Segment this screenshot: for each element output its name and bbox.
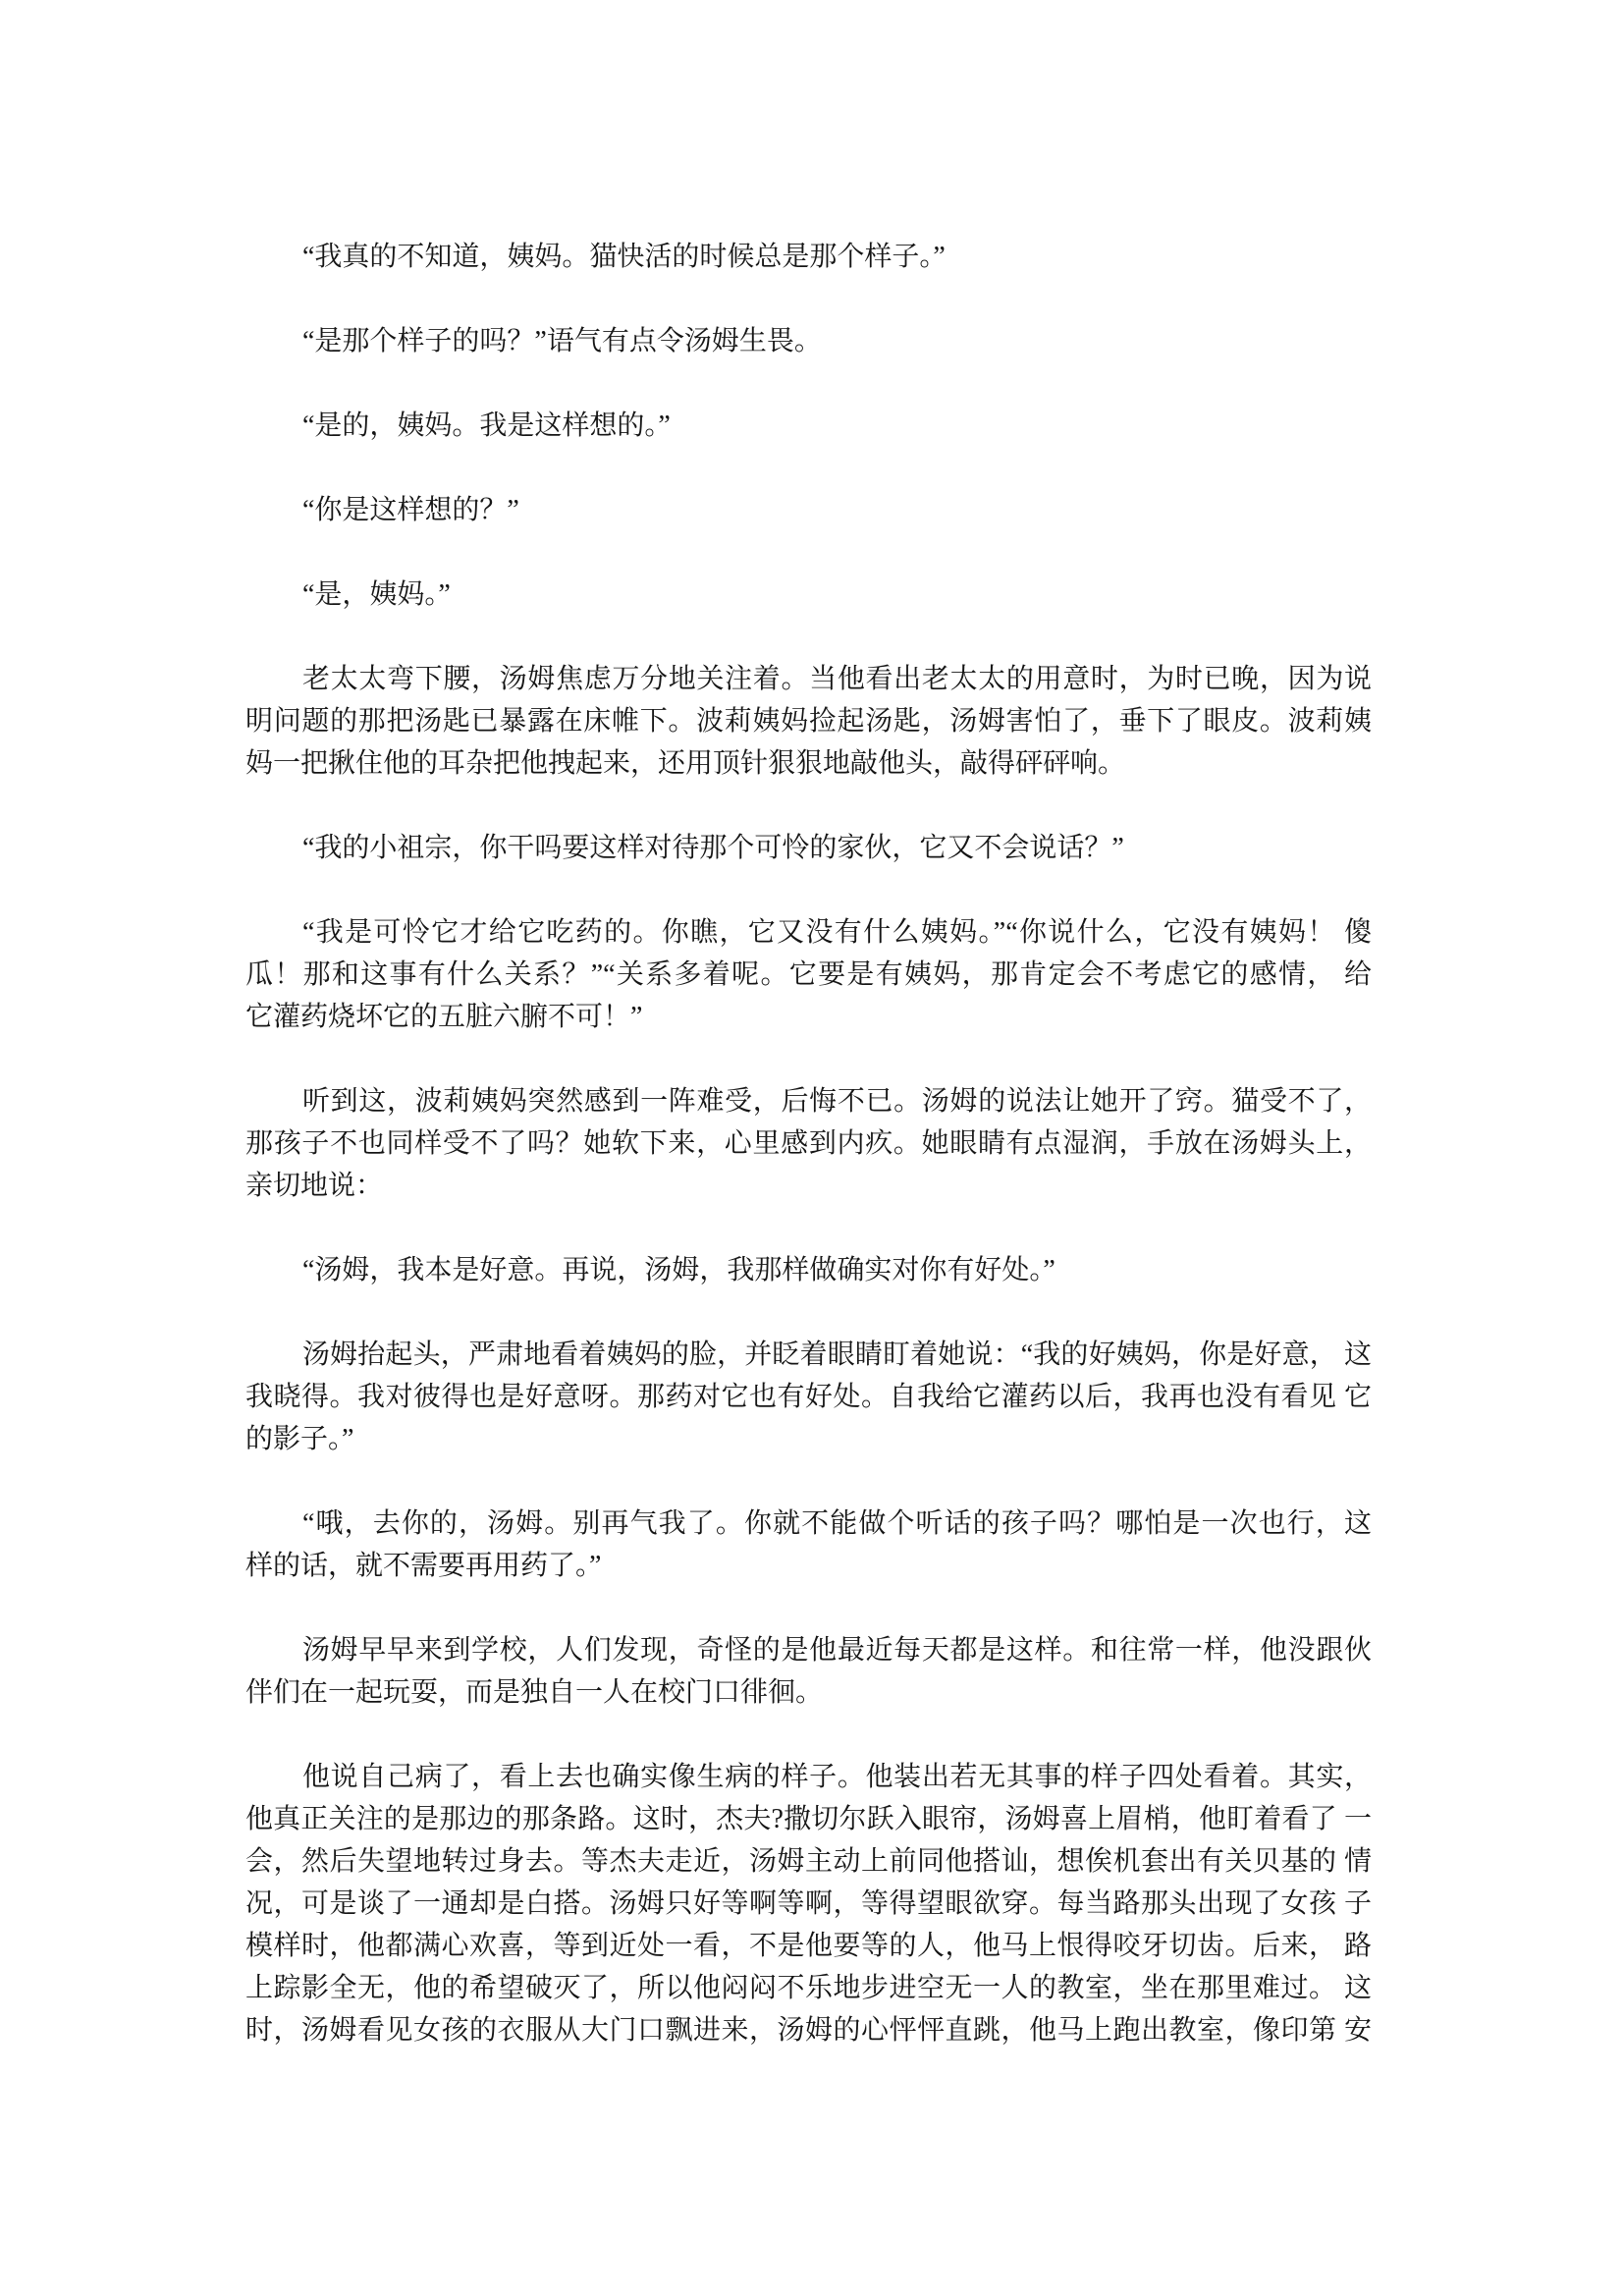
paragraph <box>245 658 1372 785</box>
text-line: “是，姨妈。” <box>302 579 451 610</box>
paragraph <box>245 1080 1372 1207</box>
text-line: 上踪影全无，他的希望破灭了，所以他闷闷不乐地步进空无一人的教室，坐在那里难过。 这 <box>245 1973 1372 2003</box>
paragraph <box>245 489 1372 531</box>
text-line: 况，可是谈了一通却是白搭。汤姆只好等啊等啊，等得望眼欲穿。每当路那头出现了女孩 子 <box>245 1888 1372 1919</box>
text-line: 老太太弯下腰，汤姆焦虑万分地关注着。当他看出老太太的用意时，为时已晚，因为说 <box>302 664 1372 694</box>
paragraph <box>245 1629 1372 1714</box>
text-line: 明问题的那把汤匙已暴露在床帷下。波莉姨妈捡起汤匙，汤姆害怕了，垂下了眼皮。波莉姨 <box>245 706 1372 737</box>
text-line: “是那个样子的吗？”语气有点令汤姆生畏。 <box>302 326 822 356</box>
text-line: 我晓得。我对彼得也是好意呀。那药对它也有好处。自我给它灌药以后，我再也没有看见 它 <box>245 1382 1372 1412</box>
paragraph <box>245 1503 1372 1587</box>
text-line: 样的话，就不需要再用药了。” <box>245 1551 602 1581</box>
text-line: 它灌药烧坏它的五脏六腑不可！” <box>245 1002 643 1032</box>
paragraph <box>245 1334 1372 1460</box>
text-line: 妈一把揪住他的耳杂把他拽起来，还用顶针狠狠地敲他头，敲得砰砰响。 <box>245 748 1126 779</box>
paragraph <box>245 236 1372 278</box>
text-line: 汤姆早早来到学校，人们发现，奇怪的是他最近每天都是这样。和往常一样，他没跟伙 <box>302 1635 1372 1666</box>
text-line: “是的，姨妈。我是这样想的。” <box>302 410 671 441</box>
text-line: 他真正关注的是那边的那条路。这时，杰夫?撒切尔跃入眼帘，汤姆喜上眉梢，他盯着看了 一 <box>245 1804 1372 1834</box>
text-line: 时，汤姆看见女孩的衣服从大门口飘进来，汤姆的心怦怦直跳，他马上跑出教室，像印第 安 <box>245 2015 1372 2046</box>
text-line: “你是这样想的？” <box>302 495 519 525</box>
text-line: 瓜！那和这事有什么关系？”“关系多着呢。它要是有姨妈，那肯定会不考虑它的感情， 给 <box>245 959 1372 990</box>
paragraph <box>245 911 1372 1038</box>
text-line: “我是可怜它才给它吃药的。你瞧，它又没有什么姨妈。”“你说什么，它没有姨妈！ 傻 <box>302 917 1372 948</box>
text-line: “哦，去你的，汤姆。别再气我了。你就不能做个听话的孩子吗？哪怕是一次也行，这 <box>302 1508 1372 1539</box>
text-line: 亲切地说： <box>245 1171 384 1201</box>
text-line: “汤姆，我本是好意。再说，汤姆，我那样做确实对你有好处。” <box>302 1255 1055 1285</box>
text-line: 那孩子不也同样受不了吗？她软下来，心里感到内疚。她眼睛有点湿润，手放在汤姆头上， <box>245 1128 1372 1159</box>
text-line: “我真的不知道，姨妈。猫快活的时候总是那个样子。” <box>302 242 946 272</box>
paragraph <box>245 827 1372 869</box>
paragraph <box>245 1756 1372 2051</box>
text-line: 的影子。” <box>245 1424 354 1454</box>
text-line: 汤姆抬起头，严肃地看着姨妈的脸，并眨着眼睛盯着她说：“我的好姨妈，你是好意， 这 <box>302 1339 1372 1370</box>
text-line: 听到这，波莉姨妈突然感到一阵难受，后悔不已。汤姆的说法让她开了窍。猫受不了， <box>302 1086 1372 1117</box>
paragraph <box>245 574 1372 616</box>
paragraph <box>245 320 1372 362</box>
text-line: 模样时，他都满心欢喜，等到近处一看，不是他要等的人，他马上恨得咬牙切齿。后来， 路 <box>245 1931 1372 1961</box>
text-line: 会，然后失望地转过身去。等杰夫走近，汤姆主动上前同他搭讪，想俟机套出有关贝基的 情 <box>245 1846 1372 1877</box>
paragraph <box>245 405 1372 447</box>
text-line: 伴们在一起玩耍，而是独自一人在校门口徘徊。 <box>245 1677 824 1708</box>
paragraph <box>245 1249 1372 1291</box>
text-line: “我的小祖宗，你干吗要这样对待那个可怜的家伙，它又不会说话？” <box>302 833 1124 863</box>
text-line: 他说自己病了，看上去也确实像生病的样子。他装出若无其事的样子四处看着。其实， <box>302 1762 1372 1792</box>
